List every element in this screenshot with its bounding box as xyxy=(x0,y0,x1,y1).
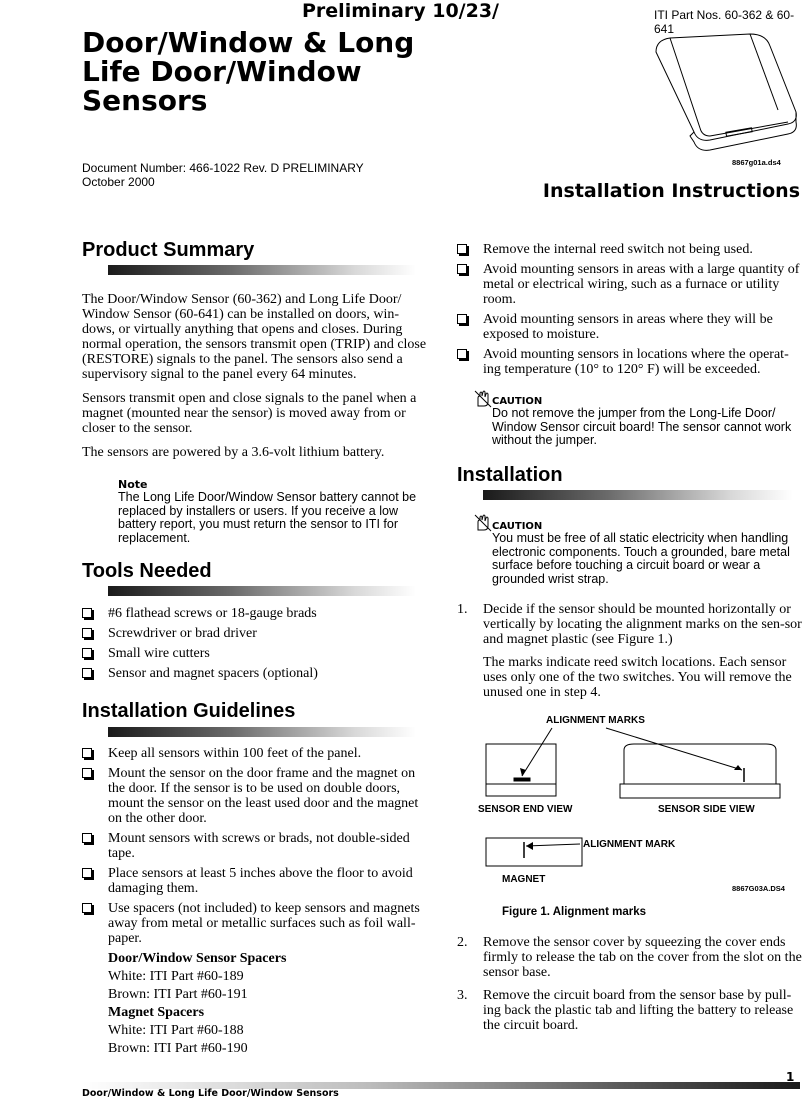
installation-heading: Installation xyxy=(457,464,563,486)
step-text: Remove the circuit board from the sensor base by pull-ing back the plastic tab and lifting the battery to release the circuit board. xyxy=(483,988,794,1033)
page-title xyxy=(82,28,502,115)
list-item: Use spacers (not included) to keep sensors and magnets away from metal or metallic surfaces such as foil wall-paper. xyxy=(82,901,432,946)
section-rule xyxy=(483,490,793,500)
note-label: Note xyxy=(118,478,148,491)
magnet-spacer-white: White: ITI Part #60-188 xyxy=(108,1023,244,1038)
list-item: Avoid mounting sensors in areas with a large quantity of metal or electrical wiring, such as a furnace or utility room. xyxy=(457,262,805,307)
caution-text: Do not remove the jumper from the Long-Life Door/ Window Sensor circuit board! The sensor cannot work without the jumper. xyxy=(492,406,792,447)
section-rule xyxy=(108,727,416,737)
tools-list xyxy=(82,606,432,686)
list-item: Screwdriver or brad driver xyxy=(82,626,432,641)
note-text: The Long Life Door/Window Sensor battery cannot be replaced by installers or users. If you receive a low battery report, you must return the sensor to ITI for replacement. xyxy=(118,490,417,545)
checkbox-icon xyxy=(457,314,467,324)
section-rule xyxy=(108,265,416,275)
checkbox-icon xyxy=(457,264,467,274)
caution-text: You must be free of all static electricity when handling electronic components. Touch a grounded, bare metal surface before touching a circuit board or wear a grounded wrist strap. xyxy=(492,531,790,586)
alignment-marks-label: ALIGNMENT MARKS xyxy=(546,715,645,726)
step-number: 2. xyxy=(457,935,468,950)
checkbox-icon xyxy=(82,868,92,878)
step-item xyxy=(457,935,805,980)
caution-box-2 xyxy=(492,521,804,586)
caution-label: CAUTION xyxy=(492,396,543,407)
alignment-diagram xyxy=(476,714,804,884)
document-date: October 2000 xyxy=(82,175,155,189)
alignment-mark-label: ALIGNMENT MARK xyxy=(583,839,676,850)
step-item xyxy=(457,602,805,700)
figure-reference: 8867G03A.DS4 xyxy=(732,884,785,893)
magnet-spacers-heading: Magnet Spacers xyxy=(108,1005,205,1020)
checkbox-icon xyxy=(82,768,92,778)
caution-label: CAUTION xyxy=(492,521,543,532)
installation-steps-1 xyxy=(457,602,805,708)
guidelines-list xyxy=(82,746,432,951)
document-number: Document Number: 466-1022 Rev. D PRELIMINARY xyxy=(82,161,364,175)
preliminary-label: Preliminary 10/23/ xyxy=(302,0,499,22)
installation-instructions-title: Installation Instructions xyxy=(542,180,800,202)
title-line: Sensors xyxy=(82,84,208,117)
sensor-end-view-label: SENSOR END VIEW xyxy=(478,804,573,815)
caution-hand-icon xyxy=(474,514,492,532)
step-number: 1. xyxy=(457,602,468,617)
spacer-parts xyxy=(82,950,438,1058)
list-item: Sensor and magnet spacers (optional) xyxy=(82,666,432,681)
paragraph: The Door/Window Sensor (60-362) and Long Life Door/ Window Sensor (60-641) can be installed on doors, win-dows, or virtually anything that opens and closes. During normal operation, the sensors transmit open (TRIP) and close (RESTORE) signals to the panel. The sensors also send a supervisory signal to the panel every 64 minutes. xyxy=(82,292,427,382)
section-rule xyxy=(108,586,416,596)
part-numbers: ITI Part Nos. 60-362 & 60-641 xyxy=(654,8,795,36)
title-line: Life Door/Window xyxy=(82,55,362,88)
step-text: Decide if the sensor should be mounted horizontally or vertically by locating the alignment marks on the sen-sor and magnet plastic (see Figure 1.) xyxy=(483,602,802,647)
tools-needed-heading: Tools Needed xyxy=(82,560,212,582)
page-number: 1 xyxy=(786,1070,795,1084)
sensor-side-view-label: SENSOR SIDE VIEW xyxy=(658,804,755,815)
step-text: Remove the sensor cover by squeezing the cover ends firmly to release the tab on the cover from the slot on the sensor base. xyxy=(483,935,802,980)
alignment-figure xyxy=(476,714,804,924)
step-extra-text: The marks indicate reed switch locations. Each sensor uses only one of the two switches. You will remove the unused one in step 4. xyxy=(483,655,792,700)
magnet-spacer-brown: Brown: ITI Part #60-190 xyxy=(108,1041,248,1056)
list-item: Avoid mounting sensors in locations where the operat-ing temperature (10° to 120° F) will be exceeded. xyxy=(457,347,805,377)
footer-title: Door/Window & Long Life Door/Window Sensors xyxy=(82,1088,339,1099)
sensor-spacer-white: White: ITI Part #60-189 xyxy=(108,969,244,984)
sensor-illustration xyxy=(650,32,800,156)
list-item: Mount the sensor on the door frame and the magnet on the door. If the sensor is to be used on double doors, mount the sensor on the least used door and the magnet on the other door. xyxy=(82,766,432,826)
magnet-label: MAGNET xyxy=(502,874,546,885)
checkbox-icon xyxy=(82,608,92,618)
checkbox-icon xyxy=(457,349,467,359)
list-item: Avoid mounting sensors in areas where they will be exposed to moisture. xyxy=(457,312,805,342)
installation-guidelines-heading: Installation Guidelines xyxy=(82,700,296,722)
checkbox-icon xyxy=(82,748,92,758)
list-item: Keep all sensors within 100 feet of the panel. xyxy=(82,746,432,761)
note-box xyxy=(118,478,434,545)
list-item: Place sensors at least 5 inches above the floor to avoid damaging them. xyxy=(82,866,432,896)
image-reference: 8867g01a.ds4 xyxy=(732,158,781,167)
checkbox-icon xyxy=(82,903,92,913)
list-item: Remove the internal reed switch not being used. xyxy=(457,242,805,257)
document-info xyxy=(82,161,364,189)
paragraph: Sensors transmit open and close signals to the panel when a magnet (mounted near the sensor) is moved away from or closer to the sensor. xyxy=(82,391,417,436)
list-item: Mount sensors with screws or brads, not double-sided tape. xyxy=(82,831,432,861)
checkbox-icon xyxy=(82,668,92,678)
checkbox-icon xyxy=(82,648,92,658)
checkbox-icon xyxy=(457,244,467,254)
list-item: #6 flathead screws or 18-gauge brads xyxy=(82,606,432,621)
paragraph: The sensors are powered by a 3.6-volt lithium battery. xyxy=(82,445,385,460)
step-number: 3. xyxy=(457,988,468,1003)
product-summary-heading: Product Summary xyxy=(82,239,255,261)
caution-hand-icon xyxy=(474,390,492,408)
installation-steps-2 xyxy=(457,935,805,1041)
product-summary-body xyxy=(82,292,432,469)
list-item: Small wire cutters xyxy=(82,646,432,661)
step-item xyxy=(457,988,805,1033)
title-line: Door/Window & Long xyxy=(82,26,415,59)
caution-box-1 xyxy=(492,396,804,448)
figure-caption: Figure 1. Alignment marks xyxy=(502,906,646,918)
sensor-spacers-heading: Door/Window Sensor Spacers xyxy=(108,951,287,966)
checkbox-icon xyxy=(82,833,92,843)
guidelines-list-continued xyxy=(457,242,805,382)
checkbox-icon xyxy=(82,628,92,638)
sensor-spacer-brown: Brown: ITI Part #60-191 xyxy=(108,987,248,1002)
